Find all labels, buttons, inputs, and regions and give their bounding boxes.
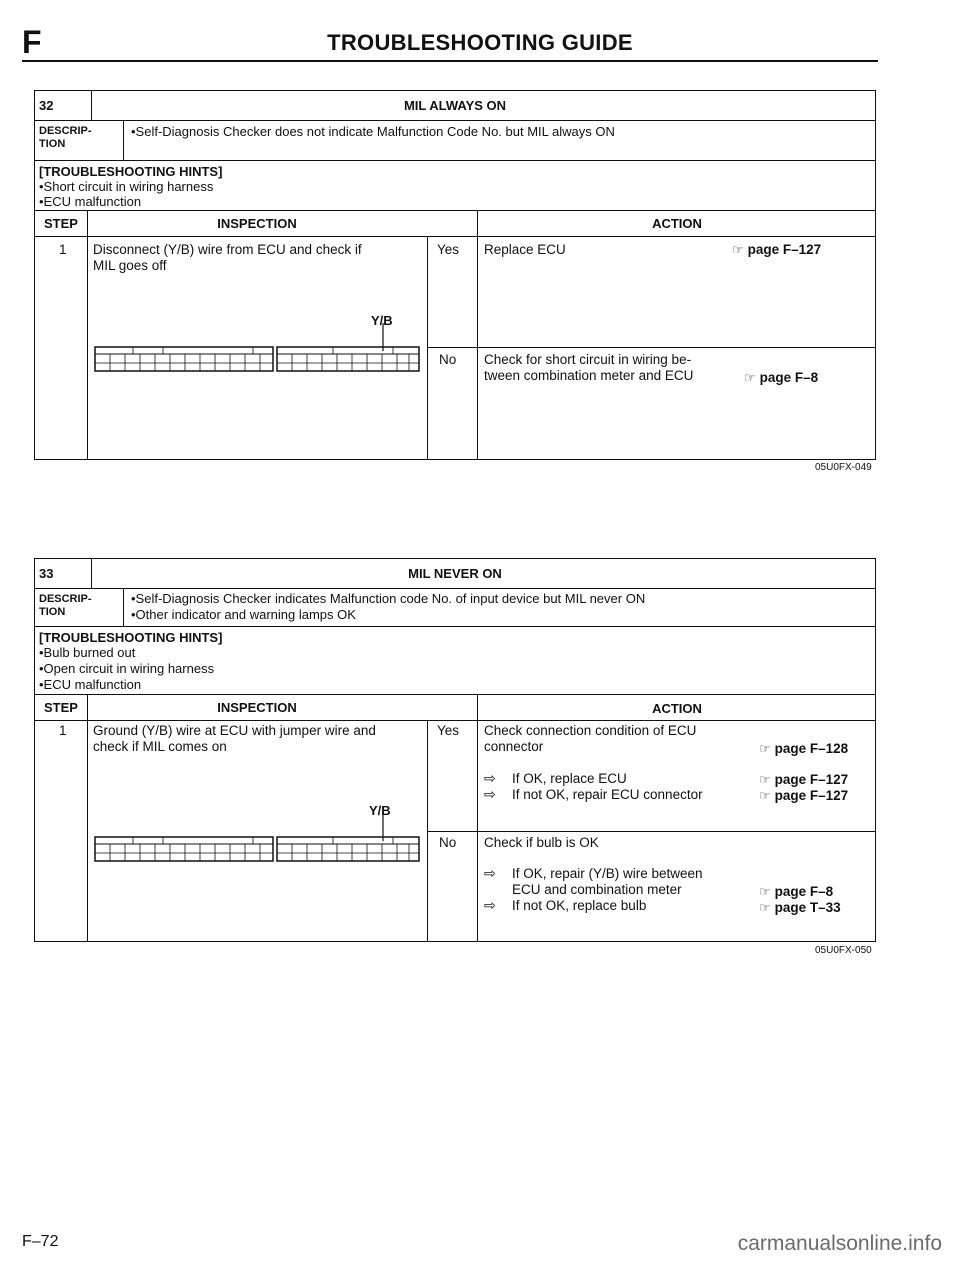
pointing-hand-icon: ☞ xyxy=(744,370,756,385)
ecu-connector-diagram xyxy=(93,323,423,375)
section-letter: F xyxy=(22,24,42,60)
hollow-arrow-icon: ⇨ xyxy=(484,897,496,913)
description-text: •Self-Diagnosis Checker indicates Malfunction code No. of input device but MIL never ON xyxy=(131,591,646,606)
action-header: ACTION xyxy=(652,216,702,231)
yes-label: Yes xyxy=(437,242,460,257)
hint-item: •ECU malfunction xyxy=(39,194,142,209)
page-reference: ☞ page F–127 xyxy=(759,788,849,803)
hollow-arrow-icon: ⇨ xyxy=(484,786,496,802)
action-subline: If not OK, replace bulb xyxy=(512,898,647,913)
fault-title: MIL NEVER ON xyxy=(408,566,502,581)
page-title: TROUBLESHOOTING GUIDE xyxy=(327,30,633,55)
action-subline: If OK, repair (Y/B) wire between xyxy=(512,866,703,881)
title-rule xyxy=(22,60,878,62)
hints-title: [TROUBLESHOOTING HINTS] xyxy=(39,630,223,645)
description-row xyxy=(35,121,875,161)
hints-row xyxy=(35,627,875,695)
troubleshooting-block-33 xyxy=(34,558,876,942)
step-header: STEP xyxy=(44,216,78,231)
page-number: F–72 xyxy=(22,1233,59,1250)
watermark: carmanualsonline.info xyxy=(737,1232,942,1255)
block-number: 33 xyxy=(39,566,54,581)
wire-label: Y/B xyxy=(369,803,391,818)
action-subline: If OK, replace ECU xyxy=(512,771,627,786)
pointing-hand-icon: ☞ xyxy=(759,772,771,787)
hint-item: •Open circuit in wiring harness xyxy=(39,661,215,676)
inspection-line: Ground (Y/B) wire at ECU with jumper wire and xyxy=(93,723,376,738)
step-number: 1 xyxy=(59,242,67,257)
pointing-hand-icon: ☞ xyxy=(759,788,771,803)
troubleshooting-block-32 xyxy=(34,90,876,460)
fault-title: MIL ALWAYS ON xyxy=(403,98,507,113)
hint-item: •Short circuit in wiring harness xyxy=(39,179,214,194)
block-header-row xyxy=(35,559,875,589)
inspection-header: INSPECTION xyxy=(217,216,297,231)
action-subline: If not OK, repair ECU connector xyxy=(512,787,703,802)
step-number: 1 xyxy=(59,723,67,738)
description-text: •Self-Diagnosis Checker does not indicate Malfunction Code No. but MIL always ON xyxy=(131,124,615,139)
action-line: Check if bulb is OK xyxy=(484,835,599,850)
figure-code: 05U0FX-049 xyxy=(815,462,872,473)
inspection-line: check if MIL comes on xyxy=(93,739,227,754)
page-reference: ☞ page F–128 xyxy=(759,741,849,756)
description-label: DESCRIP- TION xyxy=(39,125,92,150)
hollow-arrow-icon: ⇨ xyxy=(484,770,496,786)
block-number: 32 xyxy=(39,98,54,113)
action-line: Check connection condition of ECU xyxy=(484,723,697,738)
inspection-header: INSPECTION xyxy=(217,700,297,715)
wire-label: Y/B xyxy=(371,313,393,328)
hollow-arrow-icon: ⇨ xyxy=(484,865,496,881)
no-label: No xyxy=(439,835,457,850)
figure-code: 05U0FX-050 xyxy=(815,945,872,956)
action-line: Replace ECU xyxy=(484,242,566,257)
inspection-line: MIL goes off xyxy=(93,258,167,273)
block-header-row xyxy=(35,91,875,121)
step-header: STEP xyxy=(44,700,78,715)
table-header-row xyxy=(35,695,875,721)
pointing-hand-icon: ☞ xyxy=(732,242,744,257)
hint-item: •ECU malfunction xyxy=(39,677,142,692)
yes-label: Yes xyxy=(437,723,460,738)
ecu-connector-diagram xyxy=(93,813,423,865)
table-header-row xyxy=(35,211,875,237)
hints-title: [TROUBLESHOOTING HINTS] xyxy=(39,164,223,179)
page-reference: ☞ page F–127 xyxy=(732,242,822,257)
action-line: Check for short circuit in wiring be- xyxy=(484,352,692,367)
action-subline: ECU and combination meter xyxy=(512,882,682,897)
no-label: No xyxy=(439,352,457,367)
description-row xyxy=(35,589,875,627)
page-reference: ☞ page F–8 xyxy=(759,884,834,899)
action-line: tween combination meter and ECU xyxy=(484,368,694,383)
page-reference: ☞ page T–33 xyxy=(759,900,841,915)
hints-row xyxy=(35,161,875,211)
description-text: •Other indicator and warning lamps OK xyxy=(131,607,356,622)
action-line: connector xyxy=(484,739,544,754)
hint-item: •Bulb burned out xyxy=(39,645,136,660)
pointing-hand-icon: ☞ xyxy=(759,884,771,899)
description-label: DESCRIP- TION xyxy=(39,593,92,618)
page-reference: ☞ page F–127 xyxy=(759,772,849,787)
action-header: ACTION xyxy=(652,701,702,716)
pointing-hand-icon: ☞ xyxy=(759,900,771,915)
page-reference: ☞ page F–8 xyxy=(744,370,819,385)
pointing-hand-icon: ☞ xyxy=(759,741,771,756)
inspection-line: Disconnect (Y/B) wire from ECU and check if xyxy=(93,242,362,257)
